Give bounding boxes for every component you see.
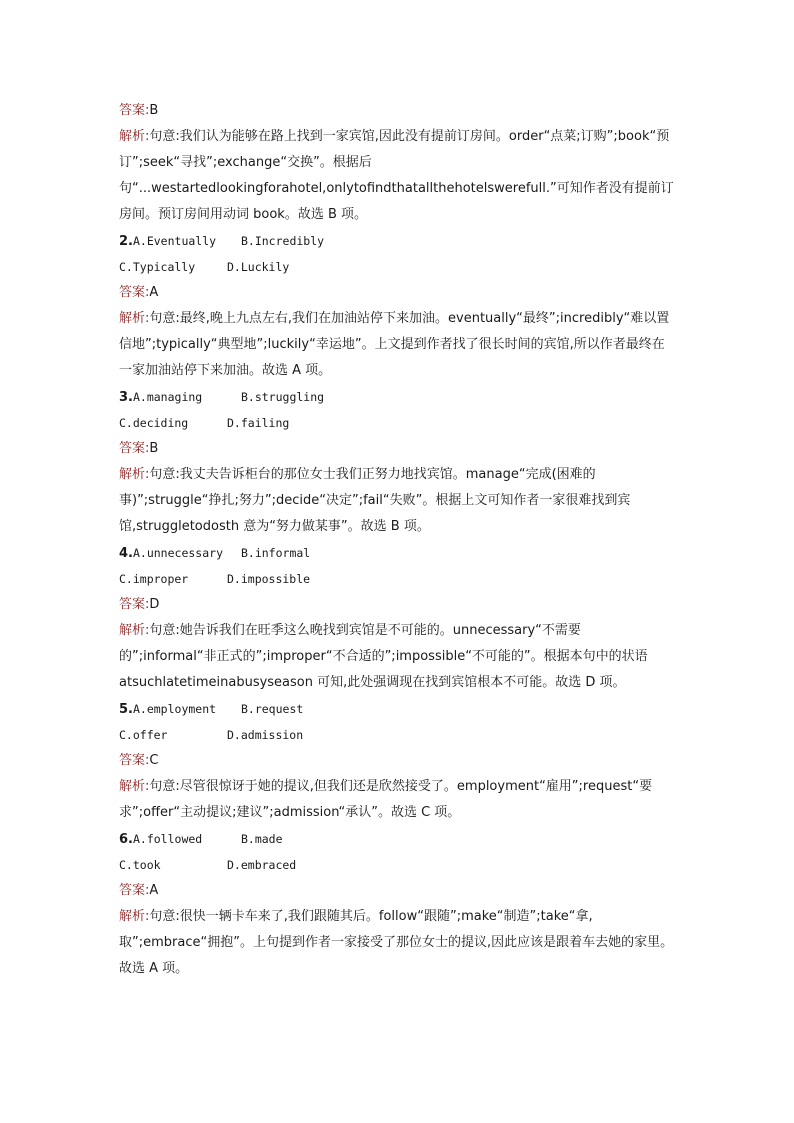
option-d: D.embraced [227,858,297,872]
question-options-row [119,852,677,878]
answer-value: B [149,441,159,456]
option-c: C.offer [119,728,168,742]
option-c: C.deciding [119,416,189,430]
analysis-label: 解析: [119,909,150,924]
analysis-text: 句意:很快一辆卡车来了,我们跟随其后。follow“跟随”;make“制造”;take“拿,取”;embrace“拥抱”。上句提到作者一家接受了那位女士的提议,因此应该是跟着车去她的家里。故选 A 项。 [119,909,674,976]
option-b: B.informal [240,546,311,560]
answer-line [119,280,677,306]
analysis-text: 句意:她告诉我们在旺季这么晚找到宾馆是不可能的。unnecessary“不需要的”;informal“非正式的”;improper“不合适的”;impossible“不可能的”。根据本句中的状语 atsuchlatetimeinabusyseason 可知,此处强调现在找到宾馆根本不可能。故选 D 项。 [119,623,648,690]
option-a: A.employment [132,702,217,716]
option-b: B.request [240,702,304,716]
question-options-row [119,722,677,748]
analysis-paragraph [119,774,677,826]
option-a: A.unnecessary [132,546,223,560]
analysis-label: 解析: [119,623,150,638]
answer-line [119,592,677,618]
question-options-row [119,410,677,436]
analysis-text: 句意:我们认为能够在路上找到一家宾馆,因此没有提前订房间。order“点菜;订购”;book“预订”;seek“寻找”;exchange“交换”。根据后句“...westartedlookingforahotel,onlytofindthatallthehotelswerefull.”可知作者没有提前订房间。预订房间用动词 book。故选 B 项。 [119,129,674,222]
answer-label: 答案: [119,597,150,612]
question-number: 4. [119,546,133,561]
option-d: D.admission [227,728,304,742]
analysis-paragraph [119,306,677,384]
answer-label: 答案: [119,441,150,456]
option-c: C.took [119,858,161,872]
answer-value: B [149,103,159,118]
document-content [119,98,677,982]
option-b: B.made [240,832,283,846]
option-a: A.Eventually [132,234,217,248]
option-d: D.impossible [227,572,311,586]
option-d: D.failing [227,416,290,430]
question-number: 2. [119,234,133,249]
analysis-text: 句意:我丈夫告诉柜台的那位女士我们正努力地找宾馆。manage“完成(困难的事)”;struggle“挣扎;努力”;decide“决定”;fail“失败”。根据上文可知作者一家很难找到宾馆,struggletodosth 意为“努力做某事”。故选 B 项。 [119,467,631,534]
answer-label: 答案: [119,285,150,300]
analysis-paragraph [119,462,677,540]
answer-line [119,98,677,124]
answer-label: 答案: [119,103,150,118]
question-options-row [119,228,677,254]
answer-label: 答案: [119,883,150,898]
answer-value: D [149,597,160,612]
question-options-row [119,826,677,852]
analysis-paragraph [119,618,677,696]
answer-value: C [149,753,159,768]
answer-line [119,748,677,774]
analysis-label: 解析: [119,311,150,326]
analysis-text: 句意:最终,晚上九点左右,我们在加油站停下来加油。eventually“最终”;incredibly“难以置信地”;typically“典型地”;luckily“幸运地”。上文提到作者找了很长时间的宾馆,所以作者最终在一家加油站停下来加油。故选 A 项。 [119,311,670,378]
analysis-paragraph [119,124,677,228]
analysis-label: 解析: [119,779,150,794]
option-b: B.struggling [240,390,325,404]
question-options-row [119,540,677,566]
answer-value: A [149,285,159,300]
option-c: C.Typically [119,260,196,274]
question-number: 5. [119,702,133,717]
analysis-label: 解析: [119,467,150,482]
question-number: 6. [119,832,133,847]
answer-label: 答案: [119,753,150,768]
answer-line [119,878,677,904]
analysis-label: 解析: [119,129,150,144]
option-a: A.managing [132,390,203,404]
question-options-row [119,696,677,722]
question-options-row [119,384,677,410]
question-options-row [119,566,677,592]
answer-line [119,436,677,462]
question-number: 3. [119,390,133,405]
option-a: A.followed [132,832,203,846]
question-options-row [119,254,677,280]
option-b: B.Incredibly [240,234,325,248]
analysis-paragraph [119,904,677,982]
option-c: C.improper [119,572,189,586]
answer-value: A [149,883,159,898]
option-d: D.Luckily [227,260,290,274]
analysis-text: 句意:尽管很惊讶于她的提议,但我们还是欣然接受了。employment“雇用”;request“要求”;offer“主动提议;建议”;admission“承认”。故选 C 项。 [119,779,653,820]
